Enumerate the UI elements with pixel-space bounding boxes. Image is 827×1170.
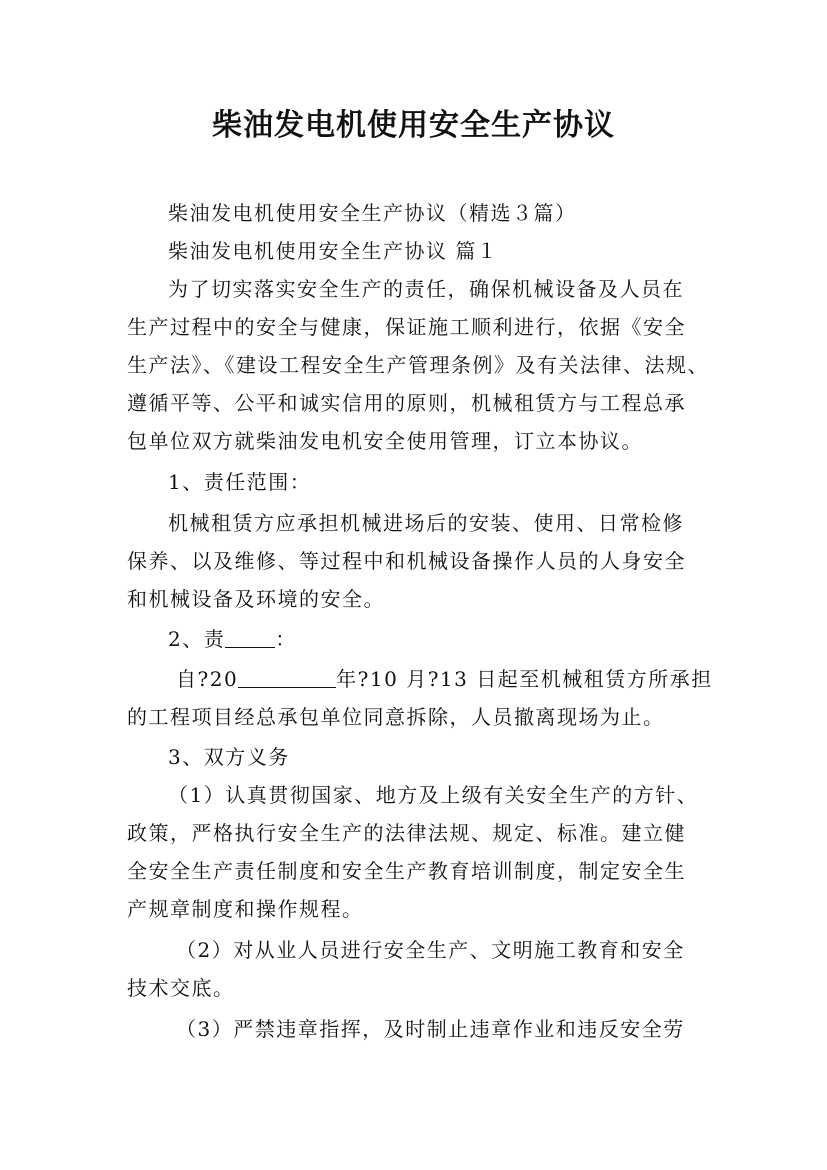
item3-2-line: 技术交底。 xyxy=(127,976,235,1000)
fill-in-blank xyxy=(225,629,275,648)
item3-1-line: 政策，严格执行安全生产的法律法规、规定、标准。建立健 xyxy=(127,821,686,845)
item3-3-line: （3）严禁违章指挥，及时制止违章作业和违反安全劳 xyxy=(176,1017,685,1041)
intro-line: 生产法》、《建设工程安全生产管理条例》及有关法律、法规、 xyxy=(127,353,709,377)
item1-heading: 1、责任范围： xyxy=(168,470,312,494)
item1-line: 保养、以及维修、等过程中和机械设备操作人员的人身安全 xyxy=(127,549,686,573)
item3-1-line: 全安全生产责任制度和安全生产教育培训制度，制定安全生 xyxy=(127,859,686,883)
item2-line: 的工程项目经总承包单位同意拆除，人员撤离现场为止。 xyxy=(127,705,665,729)
intro-line: 生产过程中的安全与健康，保证施工顺利进行，依据《安全 xyxy=(127,315,686,339)
document-subtitle: 柴油发电机使用安全生产协议（精选３篇） xyxy=(168,201,577,225)
section-heading: 柴油发电机使用安全生产协议 篇１ xyxy=(168,239,499,263)
intro-line: 遵循平等、公平和诚实信用的原则，机械租赁方与工程总承 xyxy=(127,391,686,415)
item2-line-start: 自?20 xyxy=(176,667,239,691)
item3-1-line: （1）认真贯彻国家、地方及上级有关安全生产的方针、 xyxy=(168,783,699,807)
item2-heading xyxy=(168,626,708,652)
item2-line xyxy=(176,666,713,692)
document-title: 柴油发电机使用安全生产协议 xyxy=(212,108,615,143)
intro-line: 包单位双方就柴油发电机安全使用管理，订立本协议。 xyxy=(127,429,643,453)
item1-line: 和机械设备及环境的安全。 xyxy=(127,587,385,611)
item2-prefix: 2、责 xyxy=(168,627,226,651)
fill-in-blank xyxy=(238,669,336,688)
item1-line: 机械租赁方应承担机械进场后的安装、使用、日常检修 xyxy=(168,511,684,535)
item3-1-line: 产规章制度和操作规程。 xyxy=(127,897,364,921)
item3-2-line: （2）对从业人员进行安全生产、文明施工教育和安全 xyxy=(176,938,685,962)
intro-line: 为了切实落实安全生产的责任，确保机械设备及人员在 xyxy=(168,277,684,301)
item3-heading: 3、双方义务 xyxy=(168,745,290,769)
item2-suffix: ： xyxy=(275,627,297,651)
item2-line-end: 年?10 月?13 日起至机械租赁方所承担 xyxy=(336,667,713,691)
